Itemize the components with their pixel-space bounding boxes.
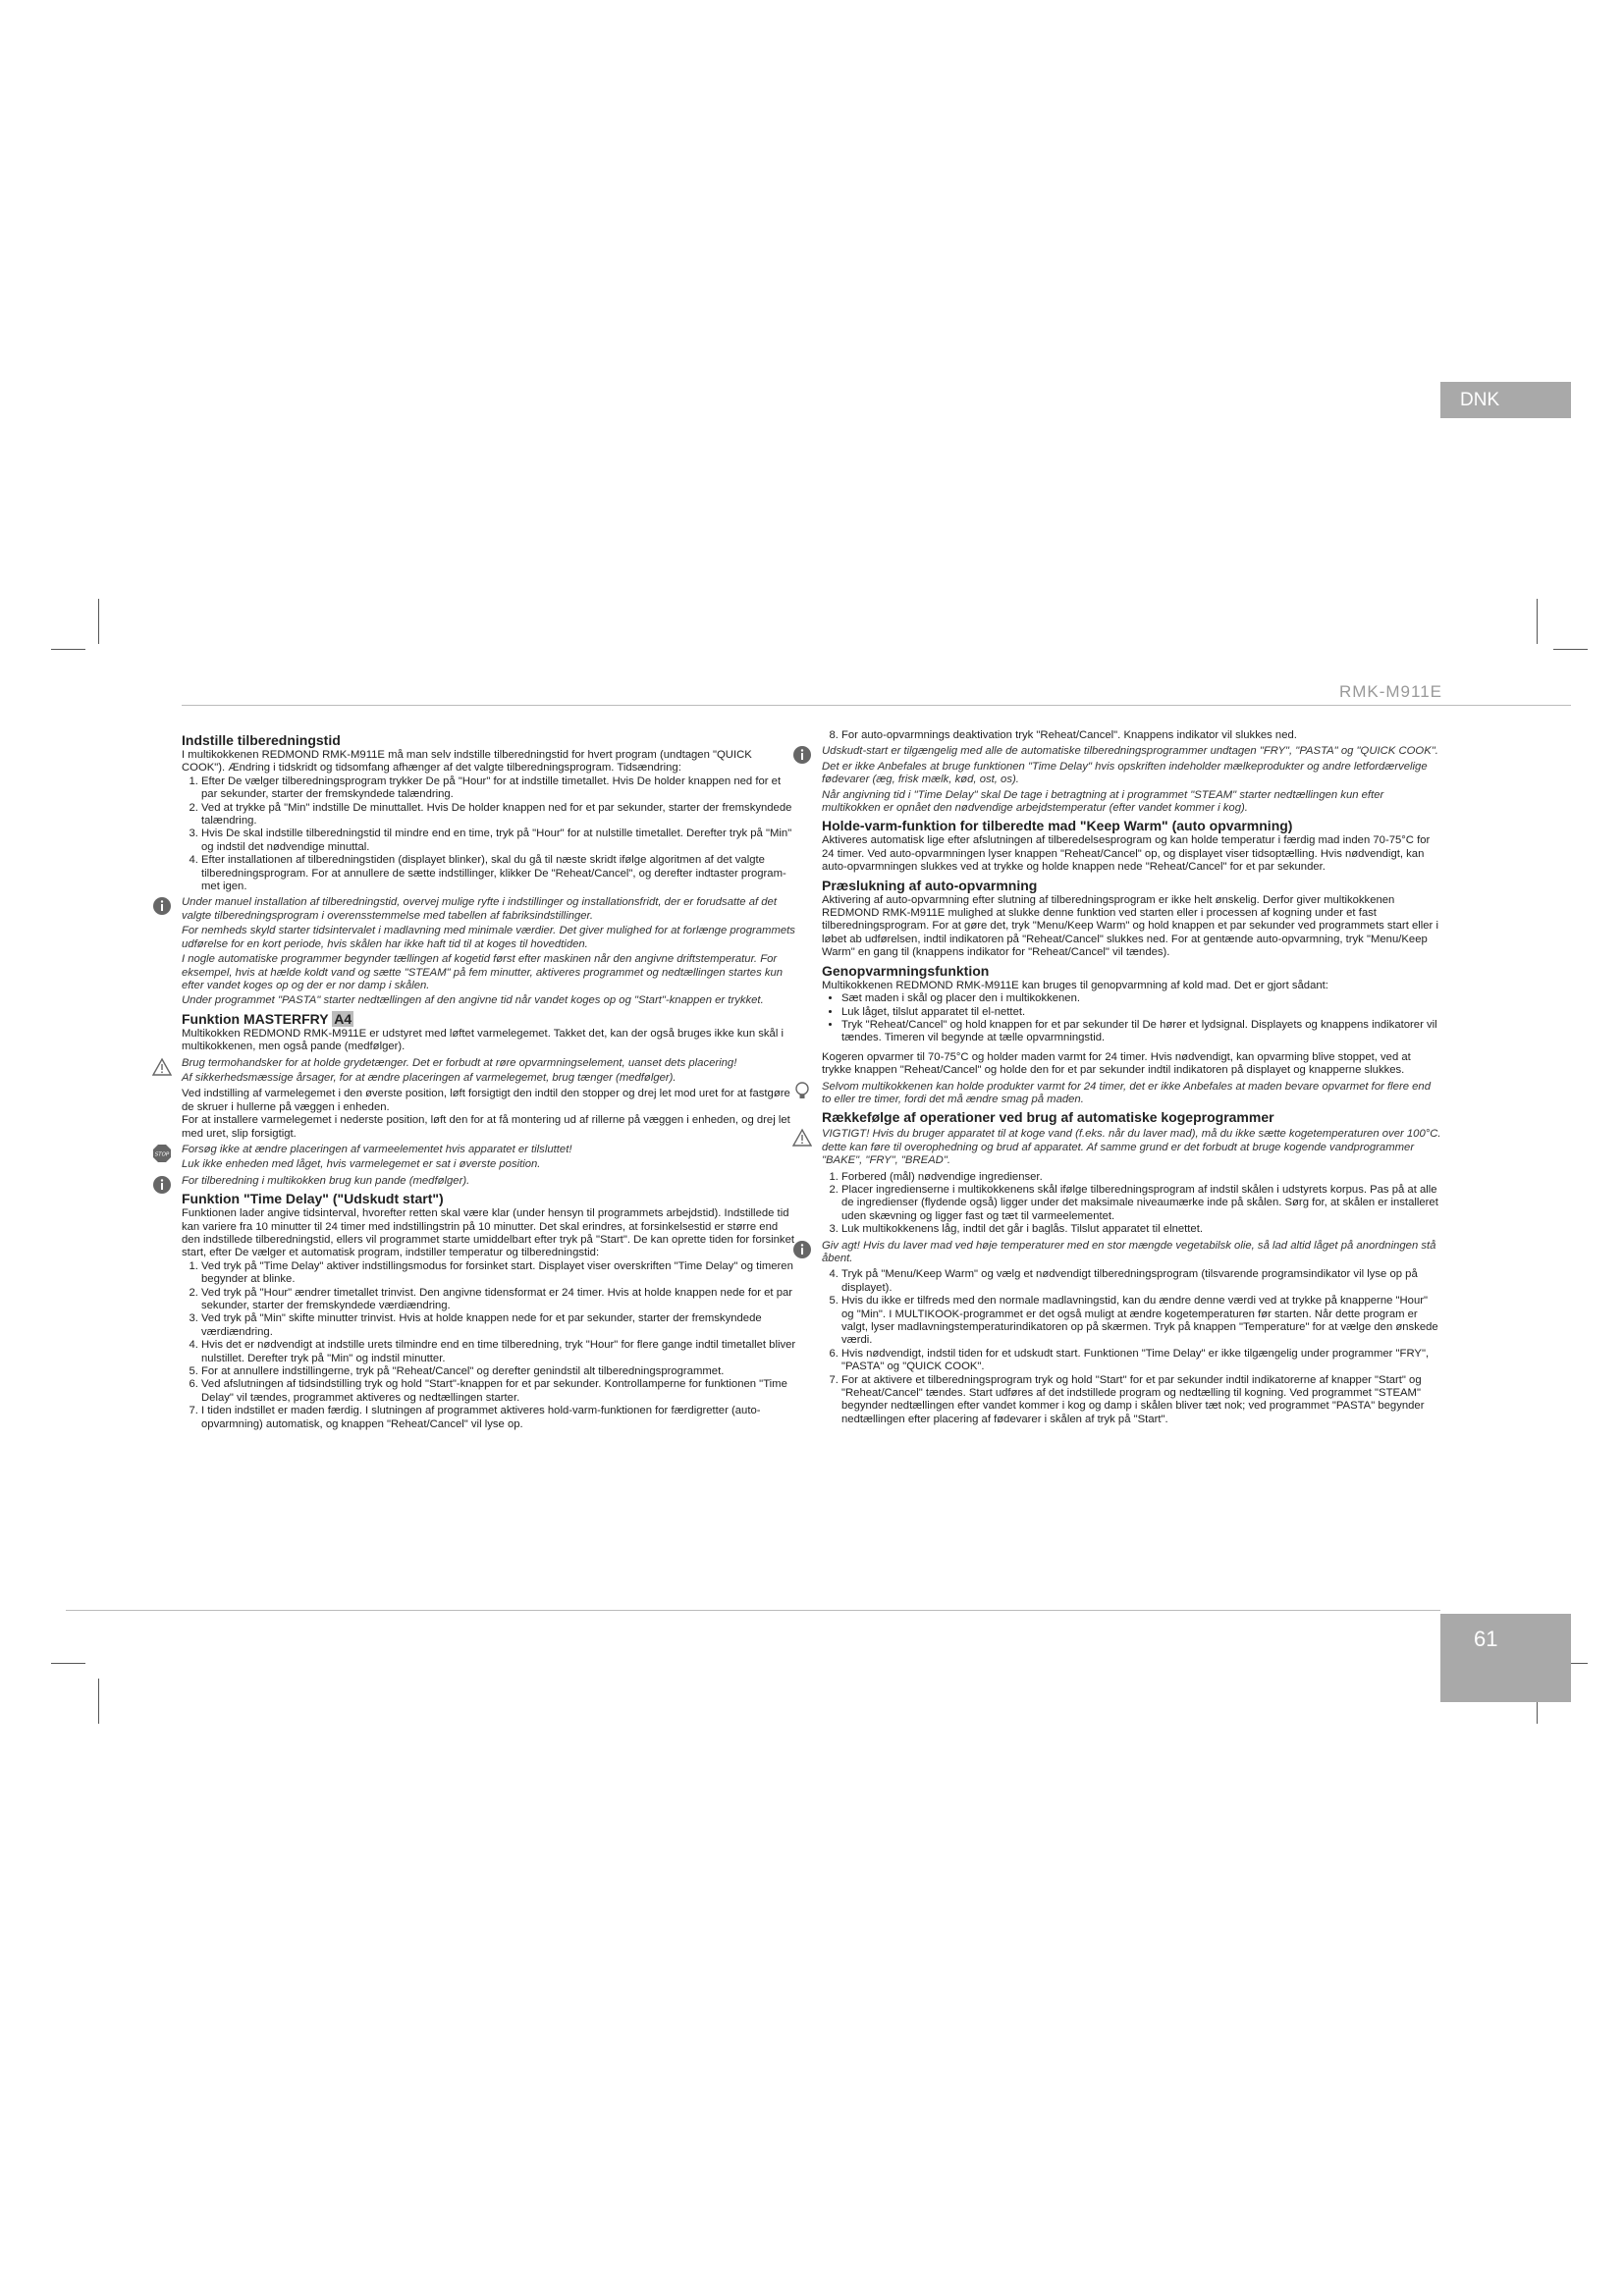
steps-list bbox=[822, 1268, 1442, 1426]
section-title: Indstille tilberedningstid bbox=[182, 732, 341, 748]
right-column bbox=[822, 729, 1442, 1426]
figure-ref-badge: A4 bbox=[334, 1010, 352, 1027]
language-tab bbox=[1440, 382, 1571, 418]
info-note bbox=[822, 745, 1442, 815]
crop-mark bbox=[1537, 599, 1538, 644]
section-title: Rækkefølge af operationer ved brug af automatiske kogeprogrammer bbox=[822, 1109, 1274, 1126]
list-item: • Luk låget, tilslut apparatet til el-nettet. bbox=[841, 1006, 1442, 1019]
lightbulb-icon bbox=[792, 1081, 812, 1100]
note-text: For nemheds skyld starter tidsintervalet i madlavning med minimale værdier. Det giver mulighed for at forlænge programmets udførelse for en kort periode, hvis skålen har ikke haft tid til at koges til hovedtiden. bbox=[182, 925, 795, 950]
crop-mark bbox=[98, 1679, 99, 1724]
paragraph: Funktionen lader angive tidsinterval, hvorefter retten skal være klar (under hensyn til programmets arbejdstid). Indstillede tid kan variere fra 10 minutter til 24 timer med indstillingstrin på 10 minutter. Det skal erindres, at forsinkelsestid er større end den indstillede tilberedningstid, ellers vil programmet starte umiddelbart efter tryk på "Start". De kan oprette tiden for forsinket start, efter De vælger et automatisk program, indstiller temperatur og tilberedningstid: bbox=[182, 1207, 794, 1259]
list-item: 8. For auto-opvarmnings deaktivation tryk "Reheat/Cancel". Knappens indikator vil slukkes ned. bbox=[841, 729, 1442, 742]
info-icon bbox=[792, 745, 812, 765]
bullet-list bbox=[822, 992, 1442, 1045]
crop-mark bbox=[51, 1663, 85, 1664]
note-text: Brug termohandsker for at holde grydetænger. Det er forbudt at røre opvarmningselement, uanset dets placering! bbox=[182, 1056, 737, 1069]
list-item: 5. Hvis du ikke er tilfreds med den normale madlavningstid, kan du ændre denne værdi ved at trykke på knapperne "Hour" og "Min". I MULTIKOOK-programmet er det også muligt at ændre kogetemperaturen før starten. Når dette program er valgt, lyser madlavningstemperaturindikatoren op på skærmen. Tryk på knappen "Temperature" for at vælge den ønskede værdi. bbox=[841, 1295, 1442, 1348]
stop-icon bbox=[152, 1144, 172, 1163]
note-text: Når angivning tid i "Time Delay" skal De tage i betragtning at i programmet "STEAM" starter nedtællingen kun efter multikokken er opnået den nødvendige arbejdstemperatur (efter vandet kommer i kog). bbox=[822, 788, 1384, 815]
warning-note bbox=[822, 1128, 1442, 1167]
note-text: Det er ikke Anbefales at bruge funktionen "Time Delay" hvis opskriften indeholder mælkeprodukter og andre letfordærvelige fødevarer (æg, frisk mælk, kød, ost, os). bbox=[822, 760, 1428, 786]
section-title: Holde-varm-funktion for tilberedte mad "Keep Warm" (auto opvarmning) bbox=[822, 818, 1293, 834]
paragraph: Multikokkenen REDMOND RMK-M911E kan bruges til genopvarmning af kold mad. Det er gjort sådant: bbox=[822, 979, 1328, 991]
warning-icon bbox=[152, 1057, 172, 1077]
paragraph: Aktivering af auto-opvarmning efter slutning af tilberedningsprogram er ikke helt ønskelig. Derfor giver multikokkenen REDMOND RMK-M911E mulighed at slukke denne funktion ved starten eller i processen af kogning under et fast tilberedningsprogram. For at gøre det, tryk "Menu/Keep Warm" og hold knappen et par sekunder ved programmets start eller i løbet ab udførelsen, indtil indikatoren på "Reheat/Cancel" slukkes ned. For at gentænde auto-opvarmning, tryk "Menu/Keep Warm" en gang til (knappens indikator for "Reheat/Cancel" vil tændes). bbox=[822, 893, 1438, 959]
note-text: I nogle automatiske programmer begynder tællingen af kogetid først efter maskinen når den angivne driftstemperatur. For eksempel, hvis at hælde koldt vand og sætte "STEAM" på fem minutter, aktiveres programmet og nedtællingen startes kun efter vandet koges op og der er nor damp i skålen. bbox=[182, 953, 784, 991]
note-text: Selvom multikokkenen kan holde produkter varmt for 24 timer, det er ikke Anbefales at maden bevare opvarmet for flere end to eller tre timer, fordi det må ændre smag på maden. bbox=[822, 1080, 1431, 1105]
list-item: 2. Placer ingredienserne i multikokkenens skål ifølge tilberedningsprogram af indstil skålen i udstyrets korpus. Pas på at alle de ingredienser (flydende også) ligger under det maksimale niveaumærke inde på skålen. Sørg for, at skålen er installeret uden skævning og ligger fast og tæt til varmeelementet. bbox=[841, 1184, 1442, 1223]
info-note bbox=[822, 1240, 1442, 1266]
list-item: 4. Tryk på "Menu/Keep Warm" og vælg et nødvendigt tilberedningsprogram (tilsvarende programsindikator vil lyse op på displayet). bbox=[841, 1268, 1442, 1295]
note-text: For tilberedning i multikokken brug kun pande (medfølger). bbox=[182, 1174, 470, 1187]
list-item: 3. Hvis De skal indstille tilberedningstid til mindre end en time, tryk på "Hour" for at nulstille timetallet. Derefter tryk på "Min" og indstil det nødvendige minuttal. bbox=[201, 828, 798, 854]
note-text: Af sikkerhedsmæssige årsager, for at ændre placeringen af varmelegemet, brug tænger (medfølger). bbox=[182, 1071, 677, 1084]
info-note bbox=[182, 896, 798, 1007]
list-item: 6. Hvis nødvendigt, indstil tiden for et udskudt start. Funktionen "Time Delay" er ikke tilgængelig under programmer "FRY", "PASTA" og "QUICK COOK". bbox=[841, 1348, 1442, 1374]
steps-list bbox=[182, 775, 798, 894]
list-item: 7. For at aktivere et tilberedningsprogram tryk og hold "Start" for et par sekunder indtil indikatorerne af knapper "Start" og "Reheat/Cancel" tændes. Start udføres af det indstillede program og nedtælling til kogning. Ved programmet "STEAM" begynder nedtællingen efter vandet kommer i kog og damp i skålen bliver tæt nok; ved programmet "PASTA" begynder nedtællingen efter placering af fødevarer i skålen af tryk på "Start". bbox=[841, 1374, 1442, 1427]
note-text: Udskudt-start er tilgængelig med alle de automatiske tilberedningsprogrammer undtagen "FRY", "PASTA" og "QUICK COOK". bbox=[822, 745, 1438, 758]
list-item: 3. Luk multikokkenens låg, indtil det går i baglås. Tilslut apparatet til elnettet. bbox=[841, 1223, 1442, 1236]
header-rule bbox=[182, 705, 1571, 706]
info-note bbox=[182, 1175, 798, 1188]
list-item: 1. Efter De vælger tilberedningsprogram trykker De på "Hour" for at indstille timetallet. Hvis De holder knappen ned for et par sekunder, starter der fremskyndede talændring. bbox=[201, 775, 798, 802]
list-item: 7. I tiden indstillet er maden færdig. I slutningen af programmet aktiveres hold-varm-funktionen for færdigretter (auto-opvarmning) automatisk, og knappen "Reheat/Cancel" vil lyse op. bbox=[201, 1405, 798, 1431]
note-text: Under programmet "PASTA" starter nedtællingen af den angivne tid når vandet koges op og "Start"-knappen er trykket. bbox=[182, 994, 764, 1007]
paragraph: Kogeren opvarmer til 70-75°C og holder maden varmt for 24 timer. Hvis nødvendigt, kan opvarming blive stoppet, ved at trykke knappen "Reheat/Cancel" og holde den for et par sekunder indtil indikatoren på displayet og knapperne slukkes. bbox=[822, 1050, 1411, 1077]
crop-mark bbox=[51, 649, 85, 650]
crop-mark bbox=[1553, 649, 1588, 650]
list-item: 4. Efter installationen af tilberedningstiden (displayet blinker), skal du gå til næste skridt ifølge algoritmen af det valgte tilberedningsprogram. For at annullere de sætte indstillinger, klikker De "Reheat/Cancel", og derefter indtaster program-met igen. bbox=[201, 854, 798, 893]
warning-note bbox=[182, 1057, 798, 1086]
info-icon bbox=[152, 896, 172, 916]
tip-note bbox=[822, 1081, 1442, 1107]
language-label: DNK bbox=[1460, 389, 1500, 410]
paragraph: Multikokken REDMOND RMK-M911E er udstyret med løftet varmelegemet. Takket det, kan der også bruges ikke kun skål i multikokkenen, men også pande (medfølger). bbox=[182, 1027, 784, 1053]
list-item: 5. For at annullere indstillingerne, tryk på "Reheat/Cancel" og derefter genindstil alt tilberedningsprogrammet. bbox=[201, 1365, 798, 1378]
paragraph: Ved indstilling af varmelegemet i den øverste position, løft forsigtigt den indtil den stopper og drej let mod uret for at fastgøre de skruer i hullerne på væggen i enheden. bbox=[182, 1088, 790, 1113]
note-text: Forsøg ikke at ændre placeringen af varmeelementet hvis apparatet er tilsluttet! bbox=[182, 1143, 572, 1155]
model-name: RMK-M911E bbox=[1338, 682, 1442, 701]
page-number-tab bbox=[1440, 1614, 1571, 1702]
crop-mark bbox=[98, 599, 99, 644]
left-column bbox=[154, 729, 798, 1431]
list-item: 4. Hvis det er nødvendigt at indstille urets tilmindre end en time tilberedning, tryk "Hour" for flere gange indtil timetallet bliver nulstillet. Derefter tryk på "Min" og indstil minutter. bbox=[201, 1339, 798, 1365]
paragraph: Aktiveres automatisk lige efter afslutningen af tilberedelsesprogram og kan holde temperatur i færdig mad inden 70-75°C for 24 timer. Ved auto-opvarmningen lyser knappen "Reheat/Cancel" op, og displayet viser tidsoptælling. Hvis nødvendigt, kan auto-opvarmningen slukkes ved at trykke og holde knappen nede "Reheat/Cancel" for et par sekunder. bbox=[822, 834, 1431, 874]
steps-list bbox=[182, 1260, 798, 1431]
list-item: 6. Ved afslutningen af tidsindstilling tryk og hold "Start"-knappen for et par sekunder. Kontrollamperne for funktionen "Time Delay" vil tændes, programmet aktiveres og nedtællingen starter. bbox=[201, 1378, 798, 1405]
list-item: 3. Ved tryk på "Min" skifte minutter trinvist. Hvis at holde knappen nede for et par sekunder, starter der fremskyndede værdiændring. bbox=[201, 1312, 798, 1339]
list-item: 1. Ved tryk på "Time Delay" aktiver indstillingsmodus for forsinket start. Displayet viser overskriften "Time Delay" og timeren begynder at blinke. bbox=[201, 1260, 798, 1287]
note-text: Giv agt! Hvis du laver mad ved høje temperaturer med en stor mængde vegetabilsk olie, så lad altid låget på anordningen stå åbent. bbox=[822, 1239, 1436, 1264]
list-item: 1. Forbered (mål) nødvendige ingredienser. bbox=[841, 1171, 1442, 1184]
note-text: VIGTIGT! Hvis du bruger apparatet til at koge vand (f.eks. når du laver mad), må du ikke sætte kogetemperaturen over 100°C. dette kan føre til overophedning og brud af apparatet. Af samme grund er det forbudt at bruge kogende vandprogrammer "BAKE", "FRY", "BREAD". bbox=[822, 1128, 1441, 1167]
footer-rule bbox=[66, 1610, 1440, 1611]
info-icon bbox=[792, 1240, 812, 1259]
info-icon bbox=[152, 1175, 172, 1195]
section-title: Præslukning af auto-opvarmning bbox=[822, 877, 1038, 893]
section-title: Funktion "Time Delay" ("Udskudt start") bbox=[182, 1191, 444, 1207]
warning-icon bbox=[792, 1128, 812, 1148]
page-number: 61 bbox=[1474, 1627, 1498, 1651]
stop-note bbox=[154, 1143, 798, 1172]
note-text: Luk ikke enheden med låget, hvis varmelegemet er sat i øverste position. bbox=[182, 1158, 541, 1171]
steps-list bbox=[822, 729, 1442, 742]
note-text: Under manuel installation af tilberedningstid, overvej mulige ryfte i indstillinger og installationsfridt, der er forudsatte af det valgte tilberedningsprogram i overensstemmelse med tabellen af fabriksindstillinger. bbox=[182, 896, 777, 922]
section-title-text: Funktion MASTERFRY bbox=[182, 1010, 329, 1027]
steps-list bbox=[822, 1171, 1442, 1237]
svg-text:STOP: STOP bbox=[154, 1151, 170, 1158]
list-item: • Sæt maden i skål og placer den i multikokkenen. bbox=[841, 992, 1442, 1005]
list-item: 2. Ved at trykke på "Min" indstille De minuttallet. Hvis De holder knappen ned for et par sekunder, starter der fremskyndede talændring. bbox=[201, 802, 798, 828]
list-item: 2. Ved tryk på "Hour" ændrer timetallet trinvist. Den angivne tidensformat er 24 timer. Hvis at holde knappen nede for et par sekunder, starter der fremskyndede værdiændring. bbox=[201, 1287, 798, 1313]
paragraph: I multikokkenen REDMOND RMK-M911E må man selv indstille tilberedningstid for hvert program (undtagen "QUICK COOK"). Ændring i tidskridt og tidsomfang afhænger af det valgte tilberedningsprogram. Tidsændring: bbox=[182, 749, 752, 774]
section-title: Genopvarmningsfunktion bbox=[822, 962, 990, 979]
paragraph: For at installere varmelegemet i nederste position, løft den for at få montering ud af rillerne på væggen i enheden, og drej let med uret, slip forsigtigt. bbox=[182, 1114, 790, 1140]
list-item: • Tryk "Reheat/Cancel" og hold knappen for et par sekunder til De hører et lydsignal. Displayets og knappens indikatorer vil tændes. Timeren vil begynde at tælle opvarmningstid. bbox=[841, 1019, 1442, 1045]
section-title bbox=[182, 1011, 798, 1027]
